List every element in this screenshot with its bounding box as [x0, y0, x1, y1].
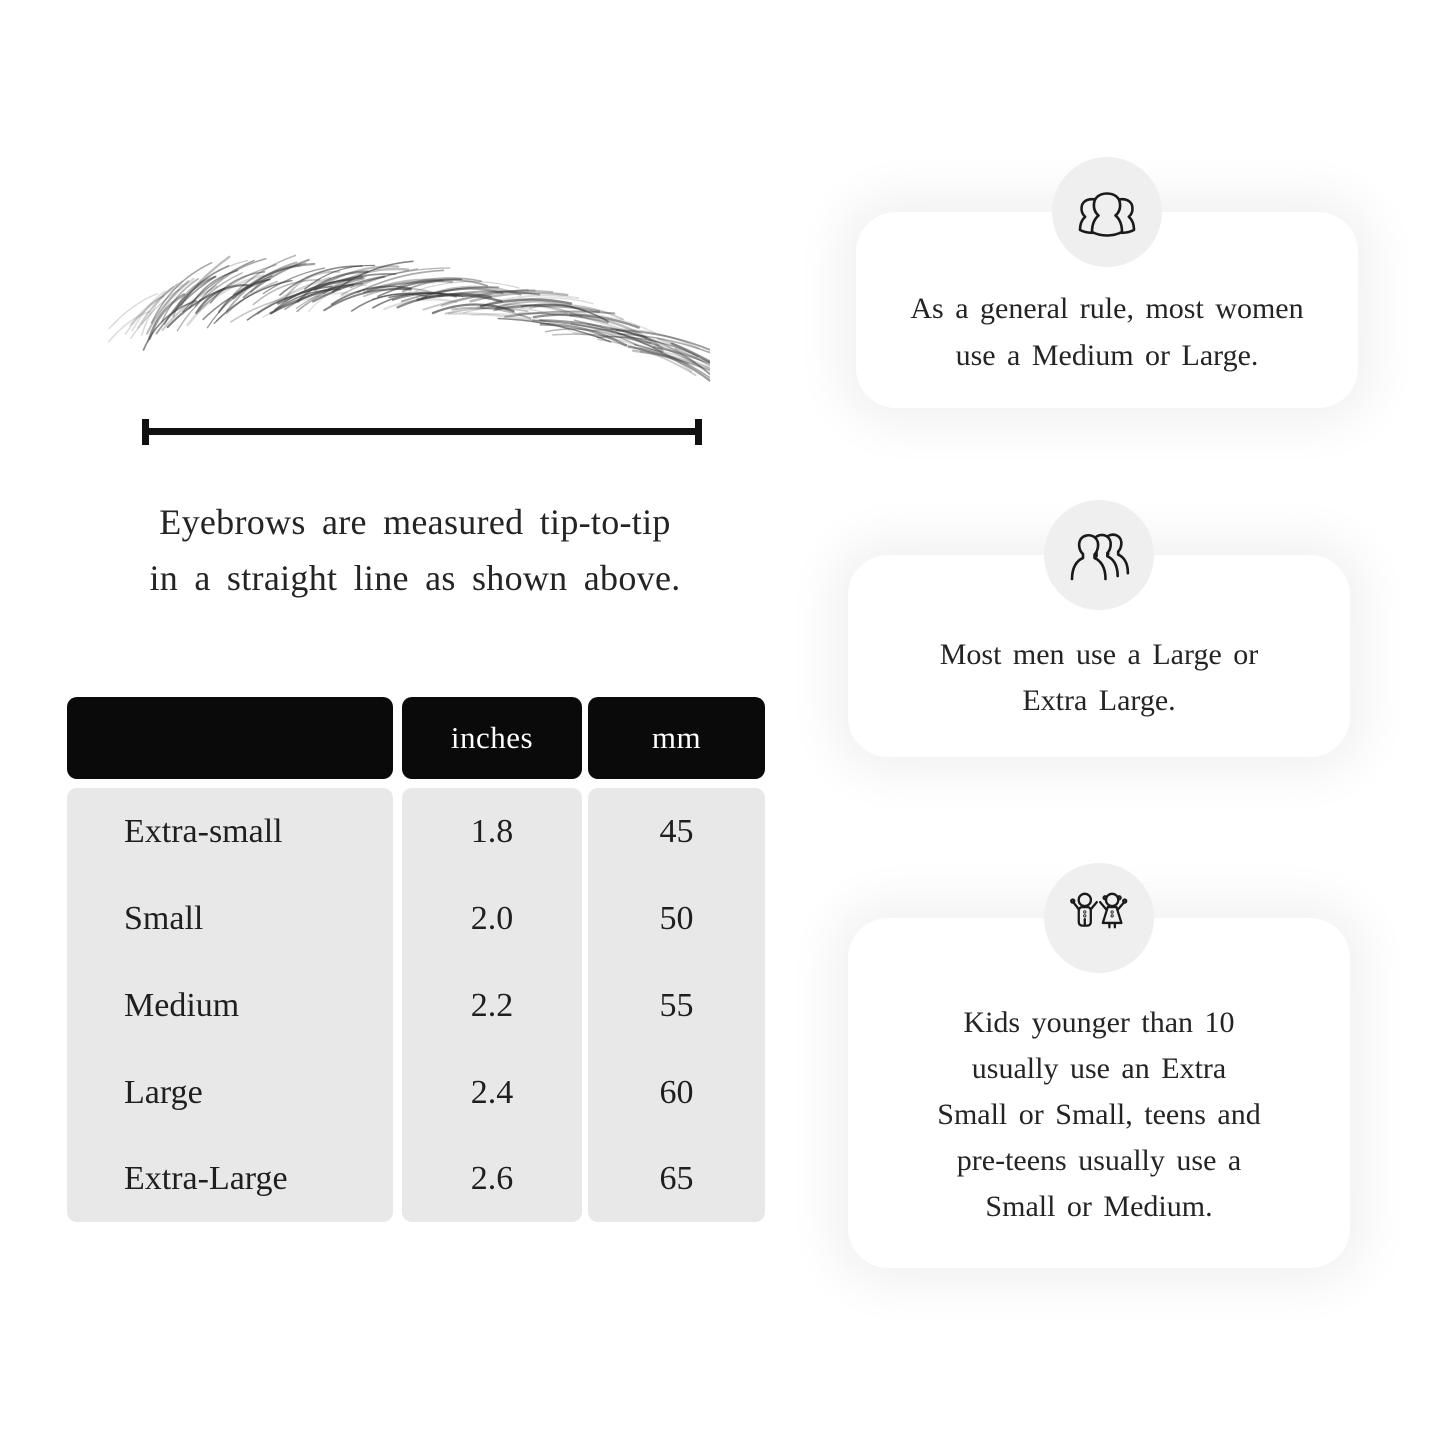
card-line: Most men use a Large or — [939, 638, 1259, 671]
size-label: Extra-Large — [124, 1160, 288, 1197]
men-group-icon — [1061, 526, 1137, 584]
size-label: Medium — [124, 987, 240, 1024]
table-header-size — [67, 697, 393, 779]
table-header-mm: mm — [588, 697, 765, 779]
info-card-kids — [848, 918, 1350, 1268]
mm-value: 50 — [659, 900, 694, 937]
mm-value: 55 — [659, 987, 694, 1024]
card-line: Kids younger than 10 — [963, 1006, 1235, 1039]
card-line: use a Medium or Large. — [955, 339, 1259, 372]
mm-value: 45 — [659, 813, 694, 850]
caption-line-1: Eyebrows are measured tip-to-tip — [159, 502, 671, 542]
inches-value: 2.4 — [470, 1074, 514, 1111]
size-label: Large — [124, 1074, 203, 1111]
card-line: Extra Large. — [1022, 684, 1176, 717]
icon-circle — [1044, 863, 1154, 973]
inches-value: 1.8 — [470, 813, 514, 850]
icon-circle — [1052, 157, 1162, 267]
inches-value: 2.2 — [470, 987, 514, 1024]
card-line: pre-teens usually use a — [956, 1144, 1242, 1177]
icon-circle — [1044, 500, 1154, 610]
card-line: As a general rule, most women — [910, 292, 1304, 325]
kids-icon — [1064, 889, 1134, 947]
table-row — [67, 875, 765, 962]
table-row — [67, 1135, 765, 1222]
eyebrow-sketch — [90, 228, 710, 403]
mm-value: 65 — [659, 1160, 694, 1197]
women-group-icon — [1071, 184, 1143, 240]
size-label: Extra-small — [124, 813, 283, 850]
table-row — [67, 1049, 765, 1136]
info-card-women — [856, 212, 1358, 408]
inches-value: 2.6 — [470, 1160, 514, 1197]
card-line: usually use an Extra — [971, 1052, 1227, 1085]
info-card-men — [848, 555, 1350, 757]
table-row — [67, 962, 765, 1049]
size-label: Small — [124, 900, 204, 937]
card-line: Small or Medium. — [985, 1190, 1213, 1223]
measurement-caption — [70, 494, 760, 606]
table-header-inches: inches — [402, 697, 582, 779]
inches-value: 2.0 — [470, 900, 514, 937]
card-line: Small or Small, teens and — [937, 1098, 1261, 1131]
measurement-line — [142, 419, 702, 445]
mm-value: 60 — [659, 1074, 694, 1111]
caption-line-2: in a straight line as shown above. — [149, 558, 681, 598]
table-row — [67, 788, 765, 875]
